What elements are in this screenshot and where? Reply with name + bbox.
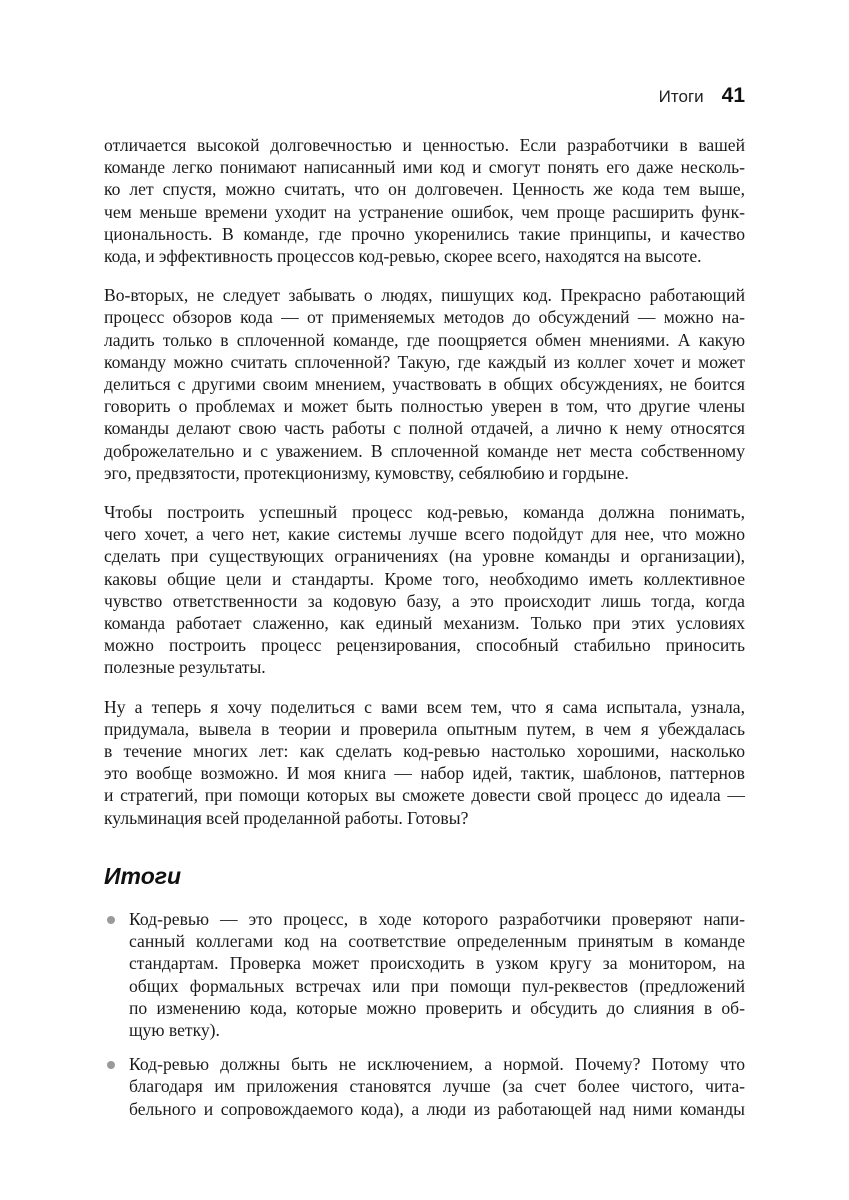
section-heading: Итоги	[104, 862, 182, 889]
list-item	[104, 1053, 745, 1120]
text-line: Код-ревью — это процесс, в ходе которого разработчики проверяют напи-	[129, 908, 745, 929]
text-line: в течение многих лет: как сделать код-ревью настолько хорошими, насколько	[104, 741, 745, 762]
text-line: эго, предвзятости, протекционизму, кумовству, себялюбию и гордыне.	[104, 462, 629, 483]
text-line: щую ветку).	[129, 1019, 220, 1040]
text-line: по изменению кода, которые можно проверить и обсудить до слияния в об-	[129, 997, 745, 1018]
list-item	[104, 908, 745, 1041]
text-line: Ну а теперь я хочу поделиться с вами всем тем, что я сама испытала, узнала,	[104, 696, 745, 717]
text-line: делиться с другими своим мнением, участвовать в общих обсуждениях, не боится	[104, 374, 745, 395]
page-number: 41	[721, 84, 745, 107]
text-line: ко лет спустя, можно считать, что он долговечен. Ценность же кода тем выше,	[104, 179, 745, 200]
paragraph	[104, 501, 745, 679]
text-line: чувство ответственности за кодовую базу, а это происходит лишь тогда, когда	[104, 590, 745, 611]
text-line: полезные результаты.	[104, 657, 266, 678]
text-line: каковы общие цели и стандарты. Кроме того, необходимо иметь коллективное	[104, 568, 745, 589]
text-line: команда работает слаженно, как единый механизм. Только при этих условиях	[104, 613, 745, 634]
running-header	[104, 84, 745, 108]
bullet-icon	[107, 916, 115, 924]
running-header-section: Итоги	[658, 87, 704, 106]
text-line: команды делают свою часть работы с полной отдачей, а лично к нему относятся	[104, 418, 745, 439]
text-line: циональность. В команде, где прочно укоренились такие принципы, и качество	[104, 223, 745, 244]
text-line: это вообще возможно. И моя книга — набор идей, тактик, шаблонов, паттернов	[104, 763, 745, 784]
text-line: сделать при существующих ограничениях (на уровне команды и организации),	[104, 546, 745, 567]
text-line: отличается высокой долговечностью и ценностью. Если разработчики в вашей	[104, 135, 745, 155]
text-line: Чтобы построить успешный процесс код-ревью, команда должна понимать,	[104, 502, 745, 523]
text-line: кода, и эффективность процессов код-ревью, скорее всего, находятся на высоте.	[104, 246, 702, 267]
text-line: Код-ревью должны быть не исключением, а нормой. Почему? Потому что	[129, 1054, 745, 1075]
paragraph	[104, 284, 745, 484]
text-line: ладить только в сплоченной команде, где поощряется обмен мнениями. А какую	[104, 329, 745, 350]
text-line: санный коллегами код на соответствие определенным принятым в команде	[129, 931, 745, 952]
paragraph	[104, 134, 745, 267]
summary-list	[104, 908, 745, 1120]
text-line: процесс обзоров кода — от применяемых методов до обсуждений — можно на-	[104, 307, 745, 328]
page-body	[104, 134, 745, 1132]
text-line: команду можно считать сплоченной? Такую, где каждый из коллег хочет и может	[104, 351, 745, 372]
text-line: можно построить процесс рецензирования, способный стабильно приносить	[104, 635, 745, 656]
text-line: чем меньше времени уходит на устранение ошибок, чем проще расширить функ-	[104, 201, 745, 222]
paragraph	[104, 696, 745, 829]
text-line: и стратегий, при помощи которых вы сможете довести свой процесс до идеала —	[104, 785, 745, 806]
text-line: благодаря им приложения становятся лучше (за счет более чистого, чита-	[129, 1076, 745, 1097]
bullet-icon	[107, 1061, 115, 1069]
text-line: стандартам. Проверка может происходить в узком кругу за монитором, на	[129, 953, 745, 974]
text-line: доброжелательно и с уважением. В сплоченной команде нет места собственному	[104, 440, 745, 461]
text-line: кульминация всей проделанной работы. Готовы?	[104, 807, 469, 828]
text-line: общих формальных встречах или при помощи пул-реквестов (предложений	[129, 975, 745, 996]
text-line: команде легко понимают написанный ими код и смогут понять его даже несколь-	[104, 157, 745, 178]
text-line: Во-вторых, не следует забывать о людях, пишущих код. Прекрасно работающий	[104, 285, 745, 306]
text-line: говорить о проблемах и может быть полностью уверен в том, что другие члены	[104, 396, 745, 417]
text-line: бельного и сопровождаемого кода), а люди из работающей над ними команды	[129, 1098, 745, 1119]
paragraphs	[104, 134, 745, 829]
text-line: придумала, вывела в теории и проверила опытным путем, в чем я убеждалась	[104, 718, 745, 739]
text-line: чего хочет, а чего нет, какие системы лучше всего подойдут для нее, что можно	[104, 524, 745, 545]
